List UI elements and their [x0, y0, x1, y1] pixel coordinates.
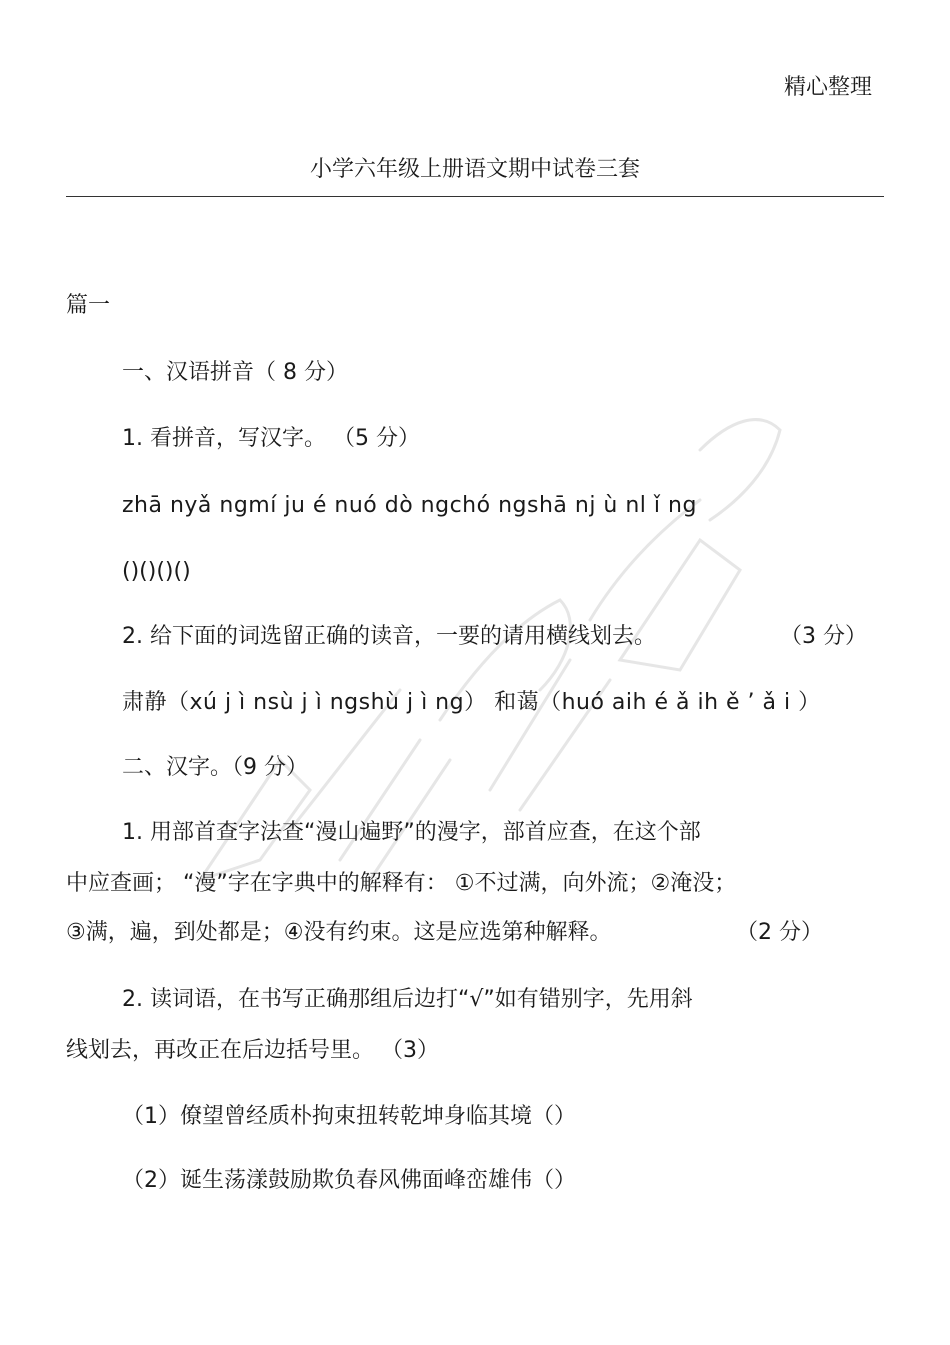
pinyin-line: zhā nyǎ ngmí ju é nuó dò ngchó ngshā nj ù nl ǐ ng [122, 493, 697, 518]
title-divider [66, 196, 884, 197]
document-title: 小学六年级上册语文期中试卷三套 [309, 157, 640, 182]
part1-heading: 一、汉语拼音（ 8 分） [122, 360, 348, 385]
part2-question2-line2: 线划去，再改正在后边括号里。 （3） [66, 1038, 439, 1063]
part2-question1-line3: ③满，遍，到处都是；④没有约束。这是应选第种解释。 [66, 920, 612, 945]
reading-options: 肃静（xú j ì nsù j ì ngshù j ì ng） 和蔼（huó aih é ǎ ih ě ’ ǎ i ） [122, 690, 821, 715]
answer-blanks: ()()()() [122, 559, 191, 584]
part2-question1-line1: 1. 用部首查字法查“漫山遍野”的漫字，部首应查，在这个部 [122, 820, 701, 845]
section-label: 篇一 [66, 293, 111, 318]
part1-question2: 2. 给下面的词选留正确的读音，一要的请用横线划去。 [122, 624, 656, 649]
part2-heading: 二、汉字。（9 分） [122, 755, 308, 780]
part2-question1-score: （2 分） [736, 920, 823, 945]
part2-question1-line2: 中应查画； “漫”字在字典中的解释有： ①不过满，向外流；②淹没； [66, 871, 737, 896]
part1-question2-score: （3 分） [780, 624, 867, 649]
part2-question2-line1: 2. 读词语，在书写正确那组后边打“√”如有错别字，先用斜 [122, 987, 693, 1012]
header-note: 精心整理 [783, 75, 872, 100]
list-item: （1）僚望曾经质朴拘束扭转乾坤身临其境（） [122, 1104, 576, 1129]
part1-question1: 1. 看拼音，写汉字。 （5 分） [122, 426, 420, 451]
list-item: （2）诞生荡漾鼓励欺负春风佛面峰峦雄伟（） [122, 1168, 576, 1193]
